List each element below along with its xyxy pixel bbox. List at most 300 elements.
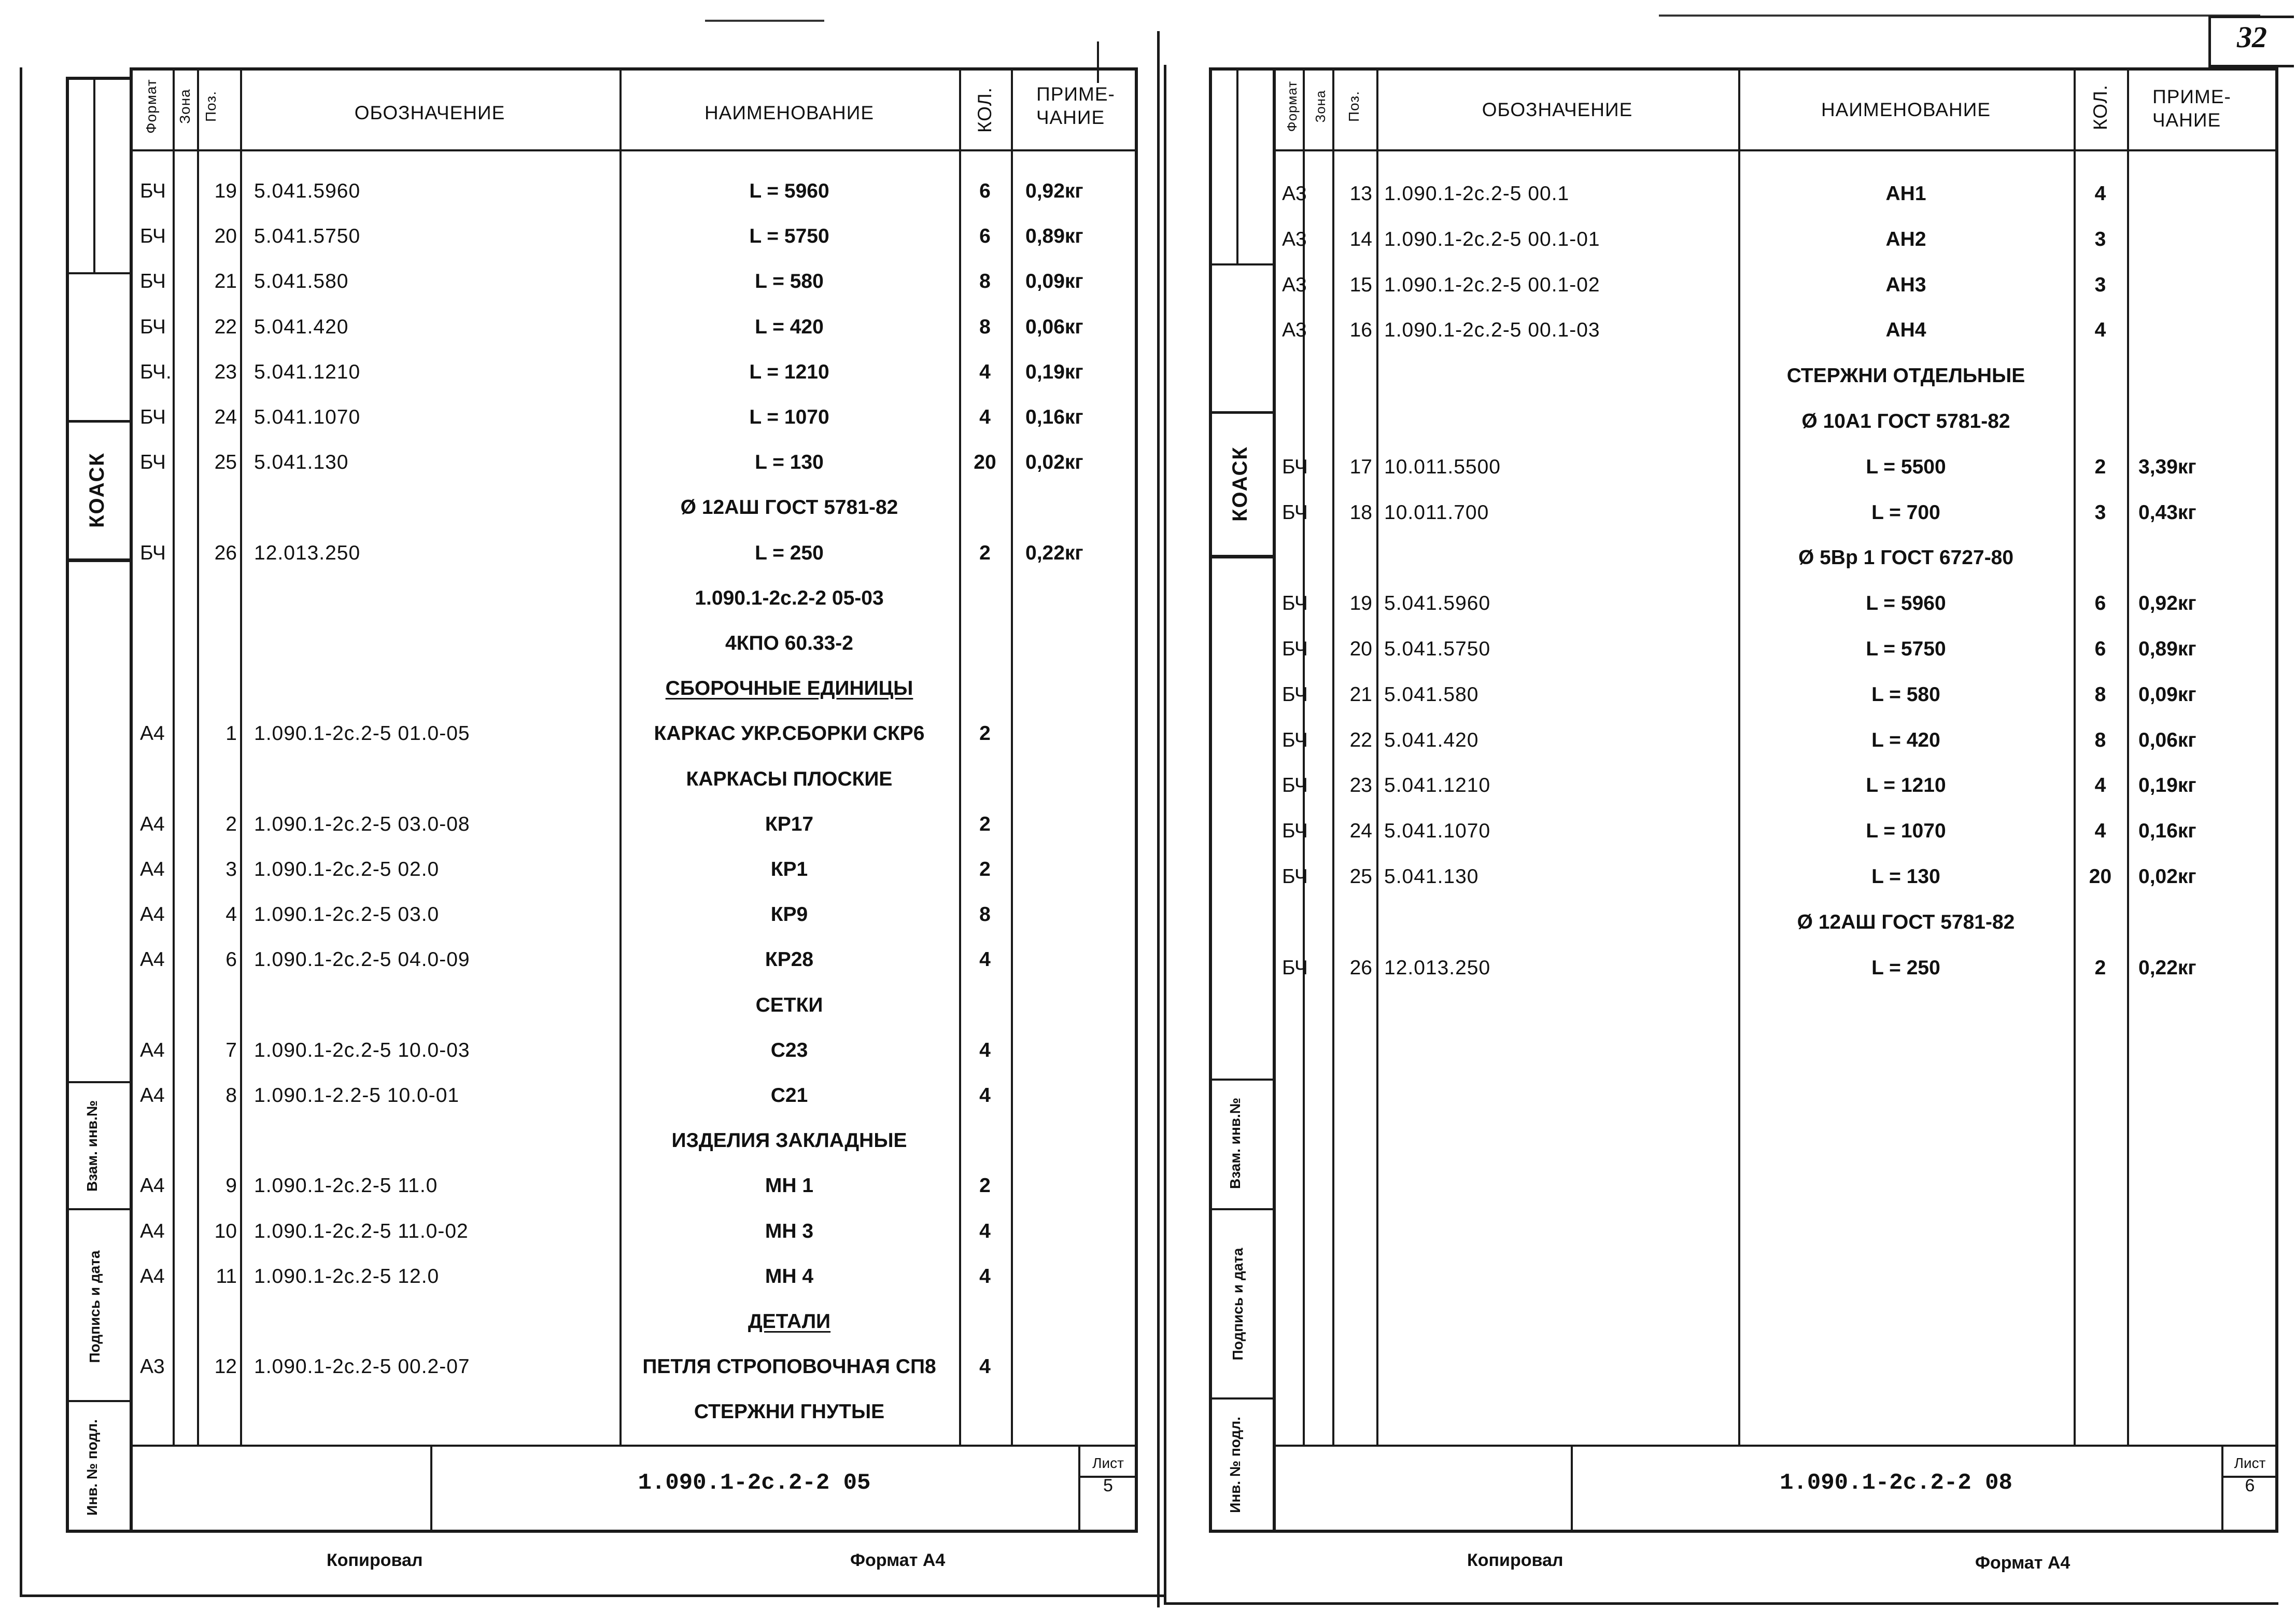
left-format-label: Формат А4 (850, 1550, 946, 1570)
format-cell: БЧ (1282, 729, 1308, 751)
note-cell (2138, 353, 2252, 399)
spec-row (0, 1118, 1138, 1164)
spec-row (0, 349, 1138, 395)
name-cell: СТЕРЖНИ ОТДЕЛЬНЫЕ (1786, 365, 2025, 387)
spec-row (1156, 672, 2278, 718)
quantity-cell: 8 (979, 315, 991, 338)
format-cell: А3 (1282, 319, 1307, 342)
designation-cell: 5.041.420 (1384, 729, 1479, 751)
designation-cell: 1.090.1-2с.2-5 00.1-02 (1384, 273, 1600, 296)
right-hdr-note-1: ПРИМЕ- (2152, 86, 2231, 107)
position-cell: 12 (214, 1355, 237, 1378)
position-cell (200, 1389, 237, 1435)
quantity-cell (959, 576, 1011, 621)
left-side-inv-replace: Взам. инв.№ (84, 1100, 100, 1192)
format-cell: БЧ (1282, 455, 1308, 478)
name-cell: Ø 5Вр 1 ГОСТ 6727-80 (1798, 547, 2014, 569)
format-cell: БЧ (140, 541, 166, 564)
name-cell: L = 5750 (1866, 638, 1946, 660)
position-cell: 13 (1349, 183, 1372, 205)
right-hdr-zone: Зона (1313, 90, 1328, 123)
name-cell: СТЕРЖНИ ГНУТЫЕ (694, 1401, 885, 1423)
format-cell: БЧ (140, 406, 166, 428)
quantity-cell: 8 (2094, 683, 2106, 706)
spec-row (0, 259, 1138, 304)
designation-cell: 1.090.1-2с.2-5 00.1 (1384, 183, 1570, 205)
note-cell (2138, 217, 2252, 262)
right-sheet (1156, 0, 2296, 1623)
right-side-h6 (1209, 1397, 1275, 1400)
spec-row (0, 395, 1138, 440)
designation-cell: 5.041.5750 (254, 225, 361, 248)
note-cell: 0,19кг (2138, 774, 2196, 797)
left-stamp-text: КОАСК (86, 452, 108, 528)
left-title-code: 1.090.1-2с.2-2 05 (638, 1470, 871, 1496)
position-cell (200, 757, 237, 802)
position-cell: 6 (226, 948, 237, 971)
name-cell: КАРКАСЫ ПЛОСКИЕ (686, 767, 893, 790)
position-cell: 11 (216, 1265, 237, 1288)
spec-row (0, 530, 1138, 576)
position-cell: 4 (226, 903, 237, 926)
left-hdr-name: НАИМЕНОВАНИЕ (704, 102, 875, 123)
format-cell (140, 576, 176, 621)
note-cell (1025, 757, 1134, 802)
spec-row (0, 304, 1138, 350)
format-cell: БЧ (1282, 501, 1308, 524)
spec-row (1156, 535, 2278, 581)
name-cell: АН2 (1885, 228, 1926, 250)
note-cell (1025, 1118, 1134, 1164)
note-cell (1025, 1389, 1134, 1435)
spec-row (1156, 444, 2278, 490)
quantity-cell: 8 (979, 270, 991, 293)
format-cell: А4 (140, 1265, 165, 1288)
designation-cell: 1.090.1-2с.2-5 03.0-08 (254, 813, 470, 835)
left-hdr-note-2: ЧАНИЕ (1036, 107, 1105, 128)
name-cell: МН 3 (765, 1220, 814, 1242)
quantity-cell (2074, 900, 2127, 945)
name-cell: L = 130 (755, 451, 824, 474)
quantity-cell: 2 (979, 1174, 991, 1197)
right-list-label: Лист (2234, 1455, 2266, 1471)
quantity-cell: 6 (2094, 592, 2106, 615)
designation-cell: 1.090.1-2с.2-5 01.0-05 (254, 722, 470, 745)
name-cell: L = 1070 (1866, 820, 1946, 843)
spec-row (0, 666, 1138, 711)
format-cell: БЧ (1282, 956, 1308, 979)
spec-row (0, 1389, 1138, 1435)
position-cell (200, 621, 237, 666)
format-cell: БЧ (1282, 592, 1308, 615)
note-cell: 0,92кг (2138, 592, 2196, 615)
position-cell (200, 666, 237, 711)
left-side-inv-orig: Инв. № подл. (84, 1419, 100, 1516)
name-cell: КР1 (770, 858, 808, 880)
quantity-cell: 4 (2094, 820, 2106, 843)
format-cell (140, 621, 176, 666)
note-cell (1025, 1028, 1134, 1073)
quantity-cell: 8 (979, 903, 991, 926)
note-cell: 3,39кг (2138, 455, 2196, 478)
format-cell: А4 (140, 1220, 165, 1242)
spec-row (1156, 945, 2278, 991)
format-cell: БЧ (140, 225, 166, 248)
page-number: 32 (2237, 20, 2267, 54)
designation-cell: 1.090.1-2с.2-5 00.2-07 (254, 1355, 470, 1378)
name-cell: КР17 (765, 813, 814, 835)
designation-cell: 1.090.1-2с.2-5 10.0-03 (254, 1039, 470, 1061)
name-cell: ИЗДЕЛИЯ ЗАКЛАДНЫЕ (671, 1129, 907, 1152)
note-cell (1025, 1299, 1134, 1345)
position-cell: 20 (1349, 638, 1372, 660)
left-hdr-designation: ОБОЗНАЧЕНИЕ (354, 102, 505, 123)
quantity-cell (959, 1118, 1011, 1164)
name-cell: L = 1210 (749, 360, 829, 383)
name-cell: ДЕТАЛИ (748, 1310, 831, 1333)
position-cell (200, 485, 237, 530)
designation-cell: 5.041.130 (1384, 865, 1479, 888)
name-cell: L = 5500 (1866, 455, 1946, 478)
position-cell (1335, 399, 1372, 444)
note-cell (2138, 900, 2252, 945)
left-top-rule (705, 20, 824, 22)
spec-row (1156, 900, 2278, 945)
format-cell: БЧ (1282, 638, 1308, 660)
designation-cell: 1.090.1-2.2-5 10.0-01 (254, 1084, 460, 1107)
quantity-cell: 4 (979, 1084, 991, 1107)
designation-cell: 5.041.1070 (254, 406, 361, 428)
name-cell: L = 5960 (749, 180, 829, 202)
position-cell (200, 1118, 237, 1164)
quantity-cell: 4 (2094, 774, 2106, 797)
left-hdr-qty: КОЛ. (974, 87, 995, 133)
format-cell: БЧ (1282, 683, 1308, 706)
format-cell: А4 (140, 1039, 165, 1061)
left-hdr-pos: Поз. (203, 91, 219, 122)
name-cell: КР9 (770, 903, 808, 926)
format-cell: А3 (1282, 183, 1307, 205)
name-cell: С21 (770, 1084, 808, 1107)
quantity-cell: 3 (2094, 273, 2106, 296)
note-cell: 0,16кг (1025, 406, 1083, 428)
name-cell: АН4 (1885, 319, 1926, 342)
name-cell: ПЕТЛЯ СТРОПОВОЧНАЯ СП8 (642, 1355, 936, 1378)
name-cell: КР28 (765, 948, 814, 971)
name-cell: L = 420 (1871, 729, 1940, 751)
right-hdr-pos: Поз. (1346, 91, 1362, 122)
left-title-top (130, 1445, 1138, 1447)
format-cell (140, 757, 176, 802)
quantity-cell: 4 (979, 1355, 991, 1378)
designation-cell (254, 757, 617, 802)
quantity-cell: 2 (979, 858, 991, 880)
right-hdr-note-2: ЧАНИЕ (2152, 109, 2221, 131)
position-cell: 26 (214, 541, 237, 564)
note-cell (1025, 983, 1134, 1028)
quantity-cell (2074, 399, 2127, 444)
designation-cell (1384, 353, 1737, 399)
position-cell (200, 1299, 237, 1345)
designation-cell: 1.090.1-2с.2-5 04.0-09 (254, 948, 470, 971)
position-cell: 16 (1349, 319, 1372, 342)
position-cell: 15 (1349, 273, 1372, 296)
position-cell: 25 (1349, 865, 1372, 888)
spec-row (0, 802, 1138, 847)
spec-row (0, 576, 1138, 621)
name-cell: 1.090.1-2с.2-2 05-03 (695, 586, 884, 609)
designation-cell: 5.041.5960 (1384, 592, 1491, 615)
format-cell: БЧ (140, 270, 166, 293)
designation-cell: 5.041.580 (1384, 683, 1479, 706)
left-hdr-note-1: ПРИМЕ- (1036, 83, 1115, 105)
note-cell: 0,16кг (2138, 820, 2196, 843)
designation-cell: 10.011.700 (1384, 501, 1489, 524)
designation-cell: 1.090.1-2с.2-5 11.0 (254, 1174, 438, 1197)
designation-cell: 1.090.1-2с.2-5 12.0 (254, 1265, 440, 1288)
right-title-code: 1.090.1-2с.2-2 08 (1780, 1470, 2012, 1496)
format-cell: А3 (1282, 273, 1307, 296)
position-cell: 22 (1349, 729, 1372, 751)
note-cell: 0,02кг (2138, 865, 2196, 888)
position-cell: 9 (226, 1174, 237, 1197)
spec-row (1156, 171, 2278, 217)
spec-row (1156, 763, 2278, 808)
right-copied-label: Копировал (1467, 1550, 1563, 1570)
name-cell: 4КПО 60.33-2 (725, 632, 853, 654)
note-cell: 0,06кг (2138, 729, 2196, 751)
note-cell (1025, 937, 1134, 983)
position-cell: 21 (214, 270, 237, 293)
format-cell (140, 1389, 176, 1435)
format-cell: БЧ (140, 451, 166, 474)
name-cell: СЕТКИ (755, 994, 823, 1016)
spec-row (0, 1163, 1138, 1209)
note-cell: 0,43кг (2138, 501, 2196, 524)
quantity-cell: 3 (2094, 501, 2106, 524)
quantity-cell: 20 (974, 451, 996, 474)
quantity-cell (959, 983, 1011, 1028)
name-cell: L = 1210 (1866, 774, 1946, 797)
note-cell (1025, 1209, 1134, 1254)
position-cell: 22 (214, 315, 237, 338)
name-cell: L = 580 (755, 270, 824, 293)
position-cell: 7 (226, 1039, 237, 1061)
format-cell: А3 (140, 1355, 165, 1378)
designation-cell: 12.013.250 (1384, 956, 1491, 979)
name-cell: L = 420 (755, 315, 824, 338)
quantity-cell (959, 666, 1011, 711)
position-cell: 17 (1349, 455, 1372, 478)
center-sheet-divider (1157, 31, 1160, 1607)
spec-row (0, 847, 1138, 892)
position-cell: 20 (214, 225, 237, 248)
designation-cell (254, 666, 617, 711)
note-cell (1025, 1254, 1134, 1299)
note-cell: 0,02кг (1025, 451, 1083, 474)
position-cell (1335, 900, 1372, 945)
right-header-rule (1273, 149, 2278, 151)
name-cell: L = 5750 (749, 225, 829, 248)
format-cell: БЧ (1282, 820, 1308, 843)
quantity-cell (959, 757, 1011, 802)
right-hdr-format: Формат (1284, 80, 1300, 132)
spec-row (0, 892, 1138, 938)
spec-row (0, 485, 1138, 530)
right-side-h5 (1209, 1208, 1275, 1210)
quantity-cell (959, 485, 1011, 530)
format-cell (1282, 399, 1318, 444)
spec-row (0, 711, 1138, 757)
spec-row (0, 1254, 1138, 1299)
spec-row (0, 440, 1138, 485)
quantity-cell (959, 1299, 1011, 1345)
note-cell (1025, 847, 1134, 892)
position-cell: 24 (214, 406, 237, 428)
designation-cell: 5.041.1210 (254, 360, 361, 383)
spec-row (0, 621, 1138, 666)
position-cell: 21 (1349, 683, 1372, 706)
name-cell: АН1 (1885, 183, 1926, 205)
spec-row (1156, 307, 2278, 353)
right-hdr-designation: ОБОЗНАЧЕНИЕ (1482, 99, 1633, 120)
designation-cell: 5.041.130 (254, 451, 349, 474)
quantity-cell: 4 (979, 406, 991, 428)
note-cell (2138, 171, 2252, 217)
spec-row (0, 169, 1138, 214)
quantity-cell (959, 621, 1011, 666)
left-hdr-zone: Зона (177, 89, 193, 124)
note-cell (1025, 666, 1134, 711)
note-cell (1025, 621, 1134, 666)
note-cell: 0,09кг (1025, 270, 1083, 293)
name-cell: Ø 12АШ ГОСТ 5781-82 (1797, 911, 2015, 933)
spec-row (0, 983, 1138, 1028)
quantity-cell: 4 (979, 360, 991, 383)
quantity-cell: 2 (979, 813, 991, 835)
position-cell (1335, 353, 1372, 399)
spec-row (1156, 581, 2278, 626)
quantity-cell: 4 (2094, 319, 2106, 342)
designation-cell: 1.090.1-2с.2-5 00.1-01 (1384, 228, 1600, 250)
note-cell (1025, 1344, 1134, 1390)
spec-row (1156, 217, 2278, 262)
designation-cell: 10.011.5500 (1384, 455, 1501, 478)
position-cell: 8 (226, 1084, 237, 1107)
quantity-cell (2074, 353, 2127, 399)
position-cell: 3 (226, 858, 237, 880)
position-cell: 10 (214, 1220, 237, 1242)
quantity-cell: 4 (979, 1039, 991, 1061)
quantity-cell: 4 (979, 948, 991, 971)
spec-row (1156, 626, 2278, 672)
spec-row (1156, 353, 2278, 399)
left-hdr-format: Формат (143, 79, 159, 134)
name-cell: С23 (770, 1039, 808, 1061)
note-cell: 0,19кг (1025, 360, 1083, 383)
format-cell (140, 983, 176, 1028)
quantity-cell: 6 (2094, 638, 2106, 660)
note-cell: 0,89кг (2138, 638, 2196, 660)
note-cell: 0,09кг (2138, 683, 2196, 706)
designation-cell: 1.090.1-2с.2-5 02.0 (254, 858, 440, 880)
right-stamp-text: КОАСК (1229, 446, 1251, 522)
name-cell: МН 4 (765, 1265, 814, 1288)
name-cell: L = 5960 (1866, 592, 1946, 615)
format-cell: БЧ (1282, 865, 1308, 888)
right-hdr-qty: КОЛ. (2090, 84, 2111, 131)
designation-cell (1384, 900, 1737, 945)
left-list-label: Лист (1092, 1455, 1124, 1471)
designation-cell: 5.041.1070 (1384, 820, 1491, 843)
spec-row (0, 1073, 1138, 1118)
name-cell: L = 130 (1871, 865, 1940, 888)
left-copied-label: Копировал (327, 1550, 423, 1570)
designation-cell (254, 983, 617, 1028)
left-header-rule (130, 149, 1138, 151)
note-cell: 0,89кг (1025, 225, 1083, 248)
position-cell: 14 (1349, 228, 1372, 250)
designation-cell: 1.090.1-2с.2-5 11.0-02 (254, 1220, 469, 1242)
format-cell (140, 666, 176, 711)
format-cell: А4 (140, 813, 165, 835)
right-top-rule (1659, 15, 2260, 17)
format-cell: А3 (1282, 228, 1307, 250)
format-cell (1282, 900, 1318, 945)
note-cell (2138, 535, 2252, 581)
name-cell: L = 700 (1871, 501, 1940, 524)
name-cell: СБОРОЧНЫЕ ЕДИНИЦЫ (665, 677, 913, 700)
quantity-cell: 2 (2094, 455, 2106, 478)
spec-row (0, 757, 1138, 802)
left-list-number: 5 (1103, 1476, 1113, 1495)
quantity-cell: 2 (979, 722, 991, 745)
quantity-cell: 4 (979, 1220, 991, 1242)
note-cell (1025, 711, 1134, 757)
format-cell: А4 (140, 1084, 165, 1107)
quantity-cell: 6 (979, 180, 991, 202)
format-cell (140, 1299, 176, 1345)
spec-row (0, 937, 1138, 983)
designation-cell (254, 1389, 617, 1435)
designation-cell: 1.090.1-2с.2-5 00.1-03 (1384, 319, 1600, 342)
right-list-number: 6 (2245, 1476, 2255, 1495)
designation-cell (254, 576, 617, 621)
quantity-cell (2074, 535, 2127, 581)
position-cell: 18 (1349, 501, 1372, 524)
name-cell: Ø 10А1 ГОСТ 5781-82 (1801, 410, 2010, 432)
designation-cell (1384, 399, 1737, 444)
spec-row (0, 1209, 1138, 1254)
quantity-cell: 8 (2094, 729, 2106, 751)
note-cell (1025, 892, 1134, 938)
spec-row (1156, 808, 2278, 854)
designation-cell: 5.041.5960 (254, 180, 361, 202)
note-cell (2138, 307, 2252, 353)
designation-cell: 5.041.5750 (1384, 638, 1491, 660)
quantity-cell: 2 (979, 541, 991, 564)
note-cell: 0,22кг (2138, 956, 2196, 979)
spec-row (1156, 262, 2278, 308)
position-cell: 1 (226, 722, 237, 745)
designation-cell (1384, 535, 1737, 581)
designation-cell: 5.041.580 (254, 270, 349, 293)
quantity-cell: 2 (2094, 956, 2106, 979)
format-cell (1282, 353, 1318, 399)
note-cell (1025, 1163, 1134, 1209)
format-cell: А4 (140, 858, 165, 880)
position-cell: 26 (1349, 956, 1372, 979)
